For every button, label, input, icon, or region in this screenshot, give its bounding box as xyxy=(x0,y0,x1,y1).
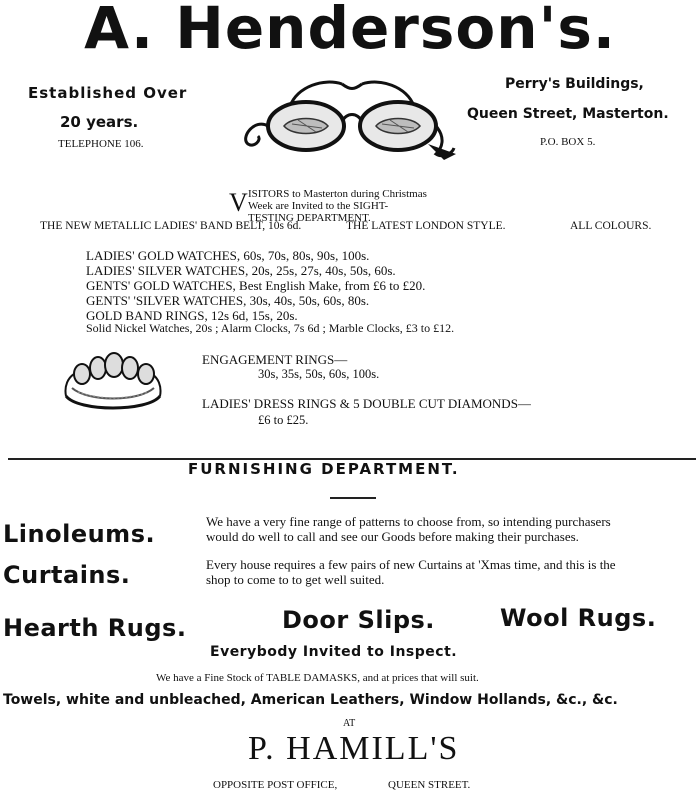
heading-underline xyxy=(330,497,376,499)
curtains-heading: Curtains. xyxy=(3,561,131,589)
shop-name: P. HAMILL'S xyxy=(248,730,460,767)
advertiser-title: A. Henderson's. xyxy=(84,0,616,62)
engagement-rings-prices: 30s, 35s, 50s, 60s, 100s. xyxy=(258,367,380,381)
dress-rings-prices: £6 to £25. xyxy=(258,413,309,427)
ring-icon xyxy=(58,352,168,418)
price-list-item: GENTS' GOLD WATCHES, Best English Make, from £6 to £20. xyxy=(86,278,426,293)
all-colours-text: ALL COLOURS. xyxy=(570,220,652,232)
price-list-item: LADIES' GOLD WATCHES, 60s, 70s, 80s, 90s, 100s. xyxy=(86,248,370,263)
hearth-rugs-heading: Hearth Rugs. xyxy=(3,614,187,642)
linoleums-text-2: would do well to call and see our Goods before making their purchases. xyxy=(206,529,579,544)
engagement-rings-title: ENGAGEMENT RINGS— xyxy=(202,352,348,367)
visitors-drop-cap: V xyxy=(229,188,248,217)
visitors-line-1: ISITORS to Masterton during Christmas xyxy=(248,188,427,200)
furnishing-heading: FURNISHING DEPARTMENT. xyxy=(188,460,460,478)
wool-rugs-heading: Wool Rugs. xyxy=(500,604,657,632)
price-list-item: GOLD BAND RINGS, 12s 6d, 15s, 20s. xyxy=(86,308,298,323)
established-line-1: Established Over xyxy=(28,84,188,102)
price-list-item: GENTS' 'SILVER WATCHES, 30s, 40s, 50s, 60s, 80s. xyxy=(86,293,370,308)
linoleums-heading: Linoleums. xyxy=(3,520,156,548)
invite-text: Everybody Invited to Inspect. xyxy=(210,644,458,660)
telephone-number: TELEPHONE 106. xyxy=(58,138,144,150)
towels-text: Towels, white and unbleached, American Leathers, Window Hollands, &c., &c. xyxy=(3,692,618,708)
door-slips-heading: Door Slips. xyxy=(282,606,435,634)
at-text: AT xyxy=(343,718,356,729)
curtains-text-2: shop to come to to get well suited. xyxy=(206,572,385,587)
visitors-line-2: Week are Invited to the SIGHT- xyxy=(248,200,389,212)
price-list-item: Solid Nickel Watches, 20s ; Alarm Clocks, 7s 6d ; Marble Clocks, £3 to £12. xyxy=(86,321,455,335)
dress-rings-title: LADIES' DRESS RINGS & 5 DOUBLE CUT DIAMONDS— xyxy=(202,396,531,411)
address-line-2: Queen Street, Masterton. xyxy=(467,106,669,122)
band-belt-text: THE NEW METALLIC LADIES' BAND BELT, 10s 6d. xyxy=(40,220,302,232)
curtains-text-1: Every house requires a few pairs of new Curtains at 'Xmas time, and this is the xyxy=(206,557,616,572)
visitors-line-3: TESTING DEPARTMENT. xyxy=(248,212,371,224)
opposite-post-office: OPPOSITE POST OFFICE, xyxy=(213,779,338,791)
linoleums-text-1: We have a very fine range of patterns to choose from, so intending purchasers xyxy=(206,514,611,529)
established-line-2: 20 years. xyxy=(60,113,139,131)
po-box: P.O. BOX 5. xyxy=(540,136,596,148)
price-list-item: LADIES' SILVER WATCHES, 20s, 25s, 27s, 40s, 50s, 60s. xyxy=(86,263,396,278)
london-style-text: THE LATEST LONDON STYLE. xyxy=(346,220,506,232)
spectacles-icon xyxy=(232,78,472,172)
table-damasks-text: We have a Fine Stock of TABLE DAMASKS, and at prices that will suit. xyxy=(156,672,479,684)
queen-street: QUEEN STREET. xyxy=(388,779,471,791)
address-line-1: Perry's Buildings, xyxy=(505,76,644,92)
